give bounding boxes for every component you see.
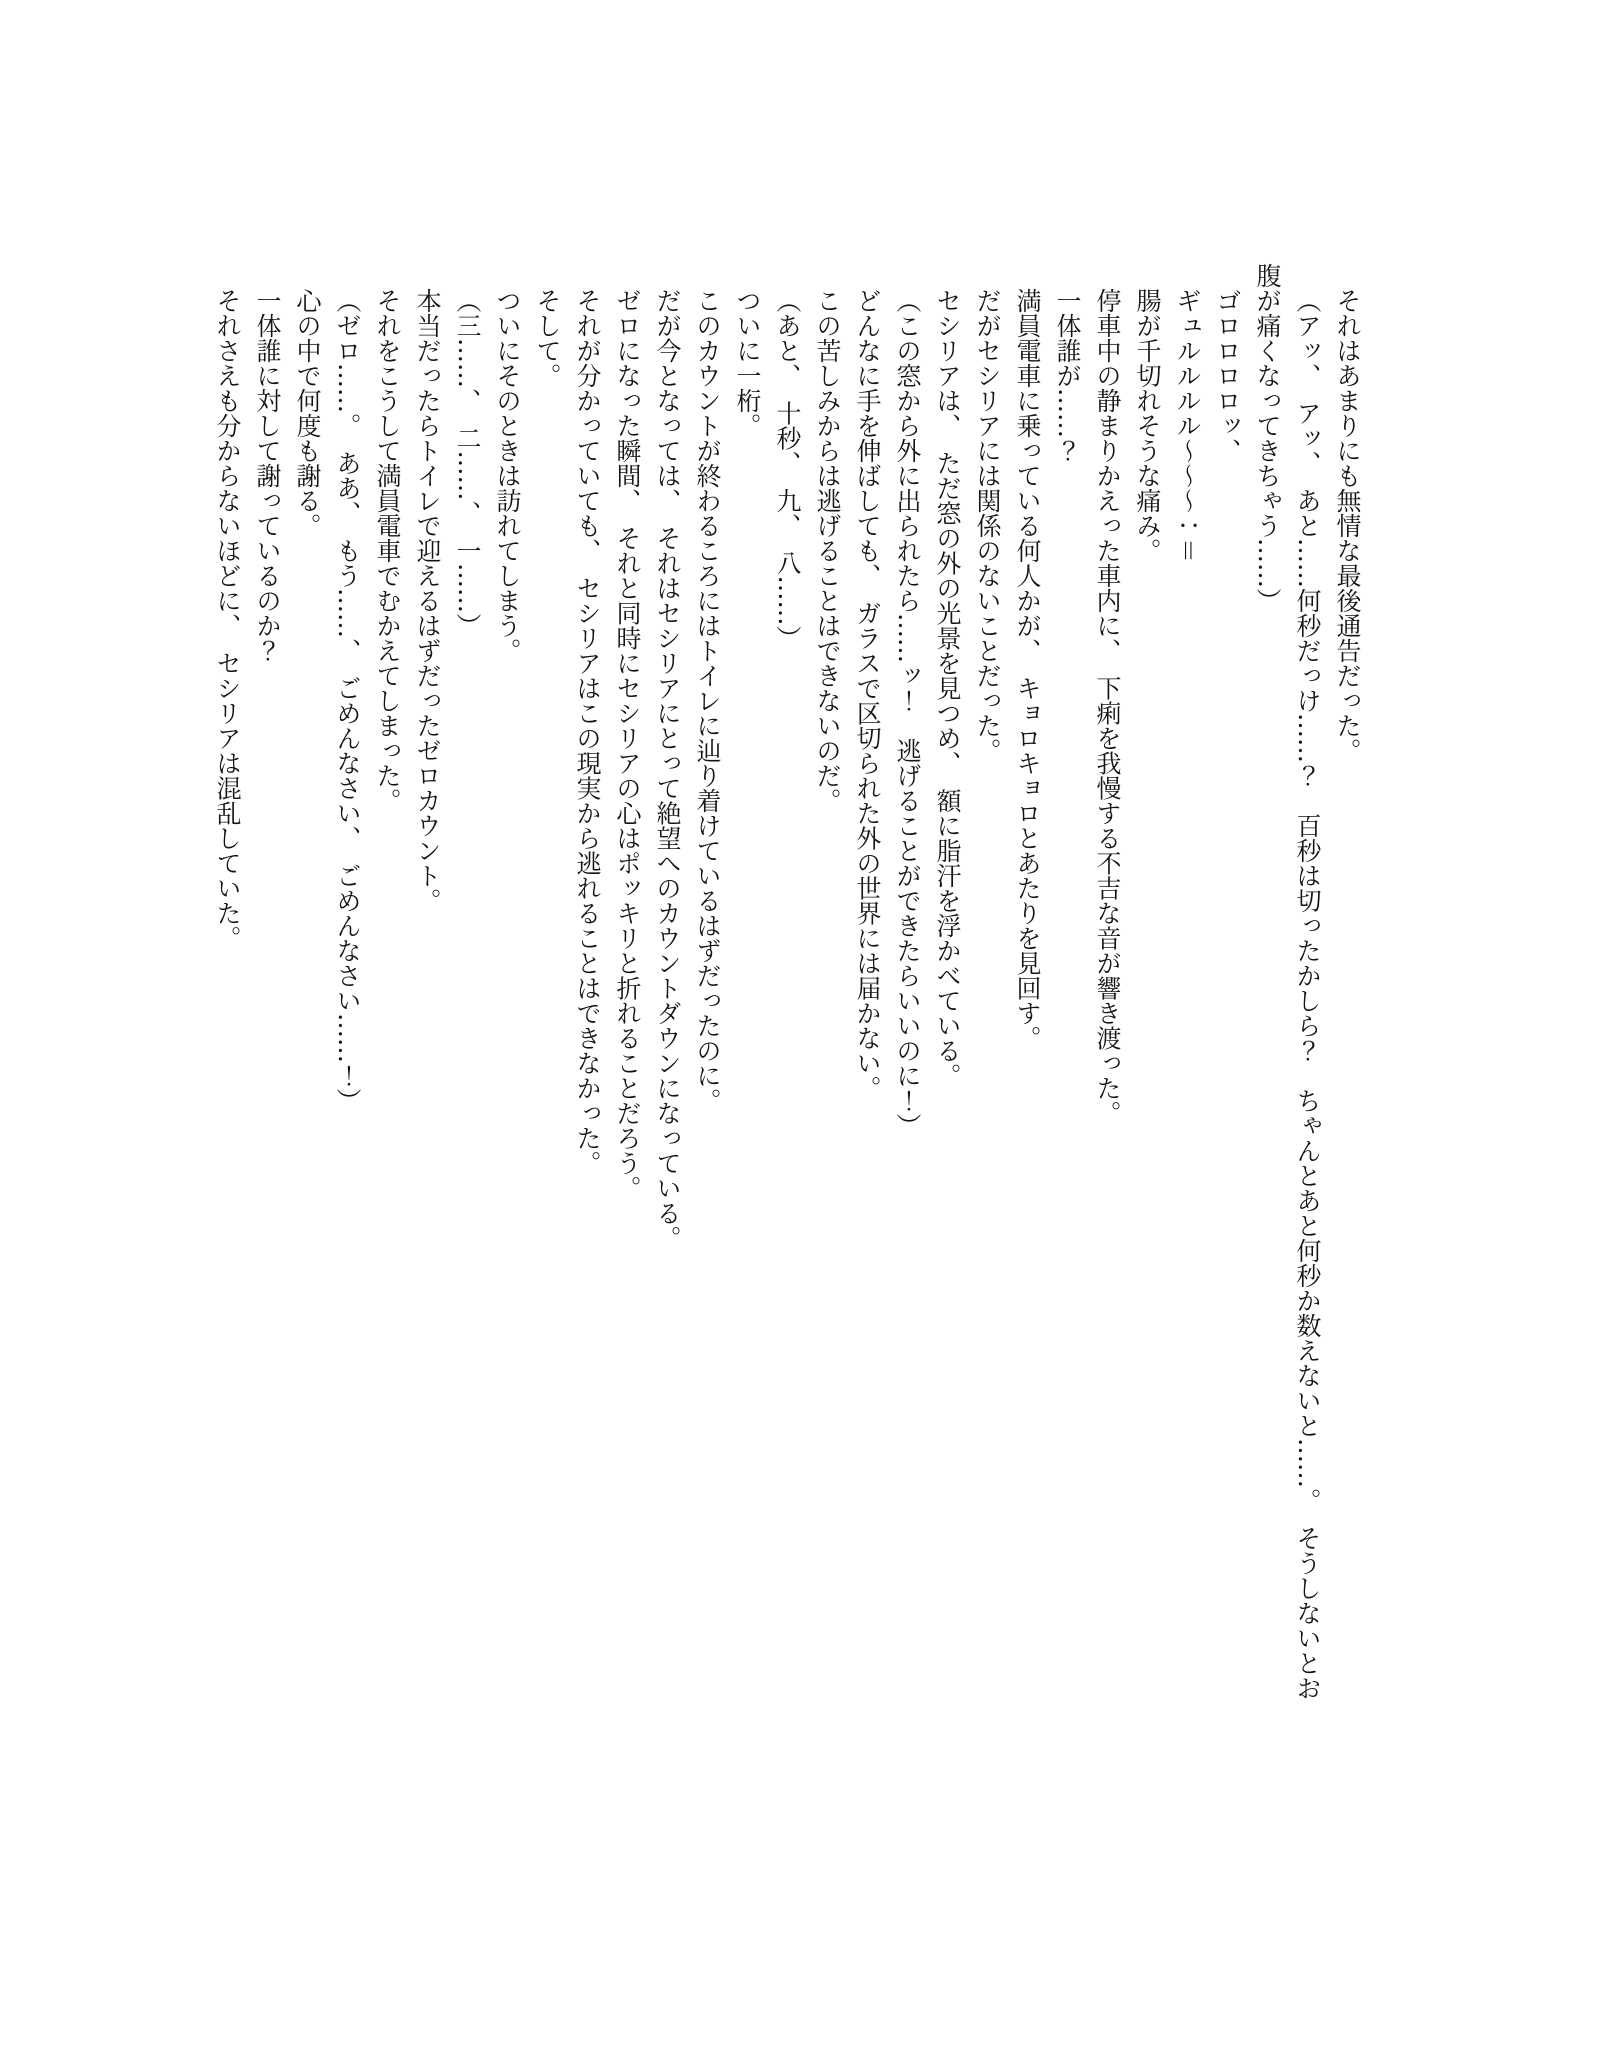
paragraph: ギュルルルル～～～：＝ (1173, 288, 1202, 564)
paragraph: ゼロになった瞬間、 それと同時にセシリアの心はポッキリと折れることだろう。 (613, 288, 642, 1201)
paragraph: このカウントが終わるころにはトイレに辿り着けているはずだったのに。 (693, 288, 722, 1113)
paragraph: 腸が千切れそうな痛み。 (1133, 288, 1162, 563)
novel-text-block (207, 263, 1367, 1718)
paragraph: ついに一桁。 (733, 288, 762, 438)
paragraph: （ゼロ……。 ああ、 もう……、 ごめんなさい、 ごめんなさい……！） (333, 288, 362, 1113)
paragraph: そして。 (533, 288, 562, 388)
paragraph: ゴロロロロッ、 (1213, 288, 1242, 463)
paragraph: どんなに手を伸ばしても、 ガラスで区切られた外の世界には届かない。 (853, 288, 882, 1101)
paragraph: それが分かっていても、 セシリアはこの現実から逃れることはできなかった。 (573, 288, 602, 1176)
paragraph: 停車中の静まりかえった車内に、 下痢を我慢する不吉な音が響き渡った。 (1093, 288, 1122, 1126)
paragraph: この苦しみからは逃げることはできないのだ。 (813, 288, 842, 813)
paragraph: ついにそのときは訪れてしまう。 (493, 288, 522, 663)
paragraph: だが今となっては、 それはセシリアにとって絶望へのカウントダウンになっている。 (653, 288, 682, 1251)
paragraph: それをこうして満員電車でむかえてしまった。 (373, 288, 402, 813)
paragraph: 一体誰に対して謝っているのか？ (253, 288, 282, 663)
paragraph: セシリアは、 ただ窓の外の光景を見つめ、 額に脂汗を浮かべている。 (933, 288, 962, 1088)
paragraph: それはあまりにも無情な最後通告だった。 (1333, 288, 1362, 763)
paragraph: それさえも分からないほどに、 セシリアは混乱していた。 (213, 288, 242, 951)
paragraph: 本当だったらトイレで迎えるはずだったゼロカウント。 (413, 288, 442, 913)
paragraph: （この窓から外に出られたら……ッ！ 逃げることができたらいいのに！） (893, 288, 922, 1138)
paragraph: （三……、 二……、 一……） (453, 288, 482, 638)
paragraph: 一体誰が……？ (1053, 288, 1082, 463)
paragraph: 心の中で何度も謝る。 (293, 288, 322, 538)
paragraph: （アッ、 アッ、 あと……何秒だっけ……？ 百秒は切ったかしら？ ちゃんとあと何秒か数えないと……。 そうしないとお (1293, 288, 1322, 1701)
paragraph: （あと、 十秒、 九、 八……） (773, 288, 802, 651)
paragraph: 満員電車に乗っている何人かが、 キョロキョロとあたりを見回す。 (1013, 288, 1042, 1051)
paragraph: だがセシリアには関係のないことだった。 (973, 288, 1002, 763)
paragraph: 腹が痛くなってきちゃう……） (1253, 263, 1282, 613)
